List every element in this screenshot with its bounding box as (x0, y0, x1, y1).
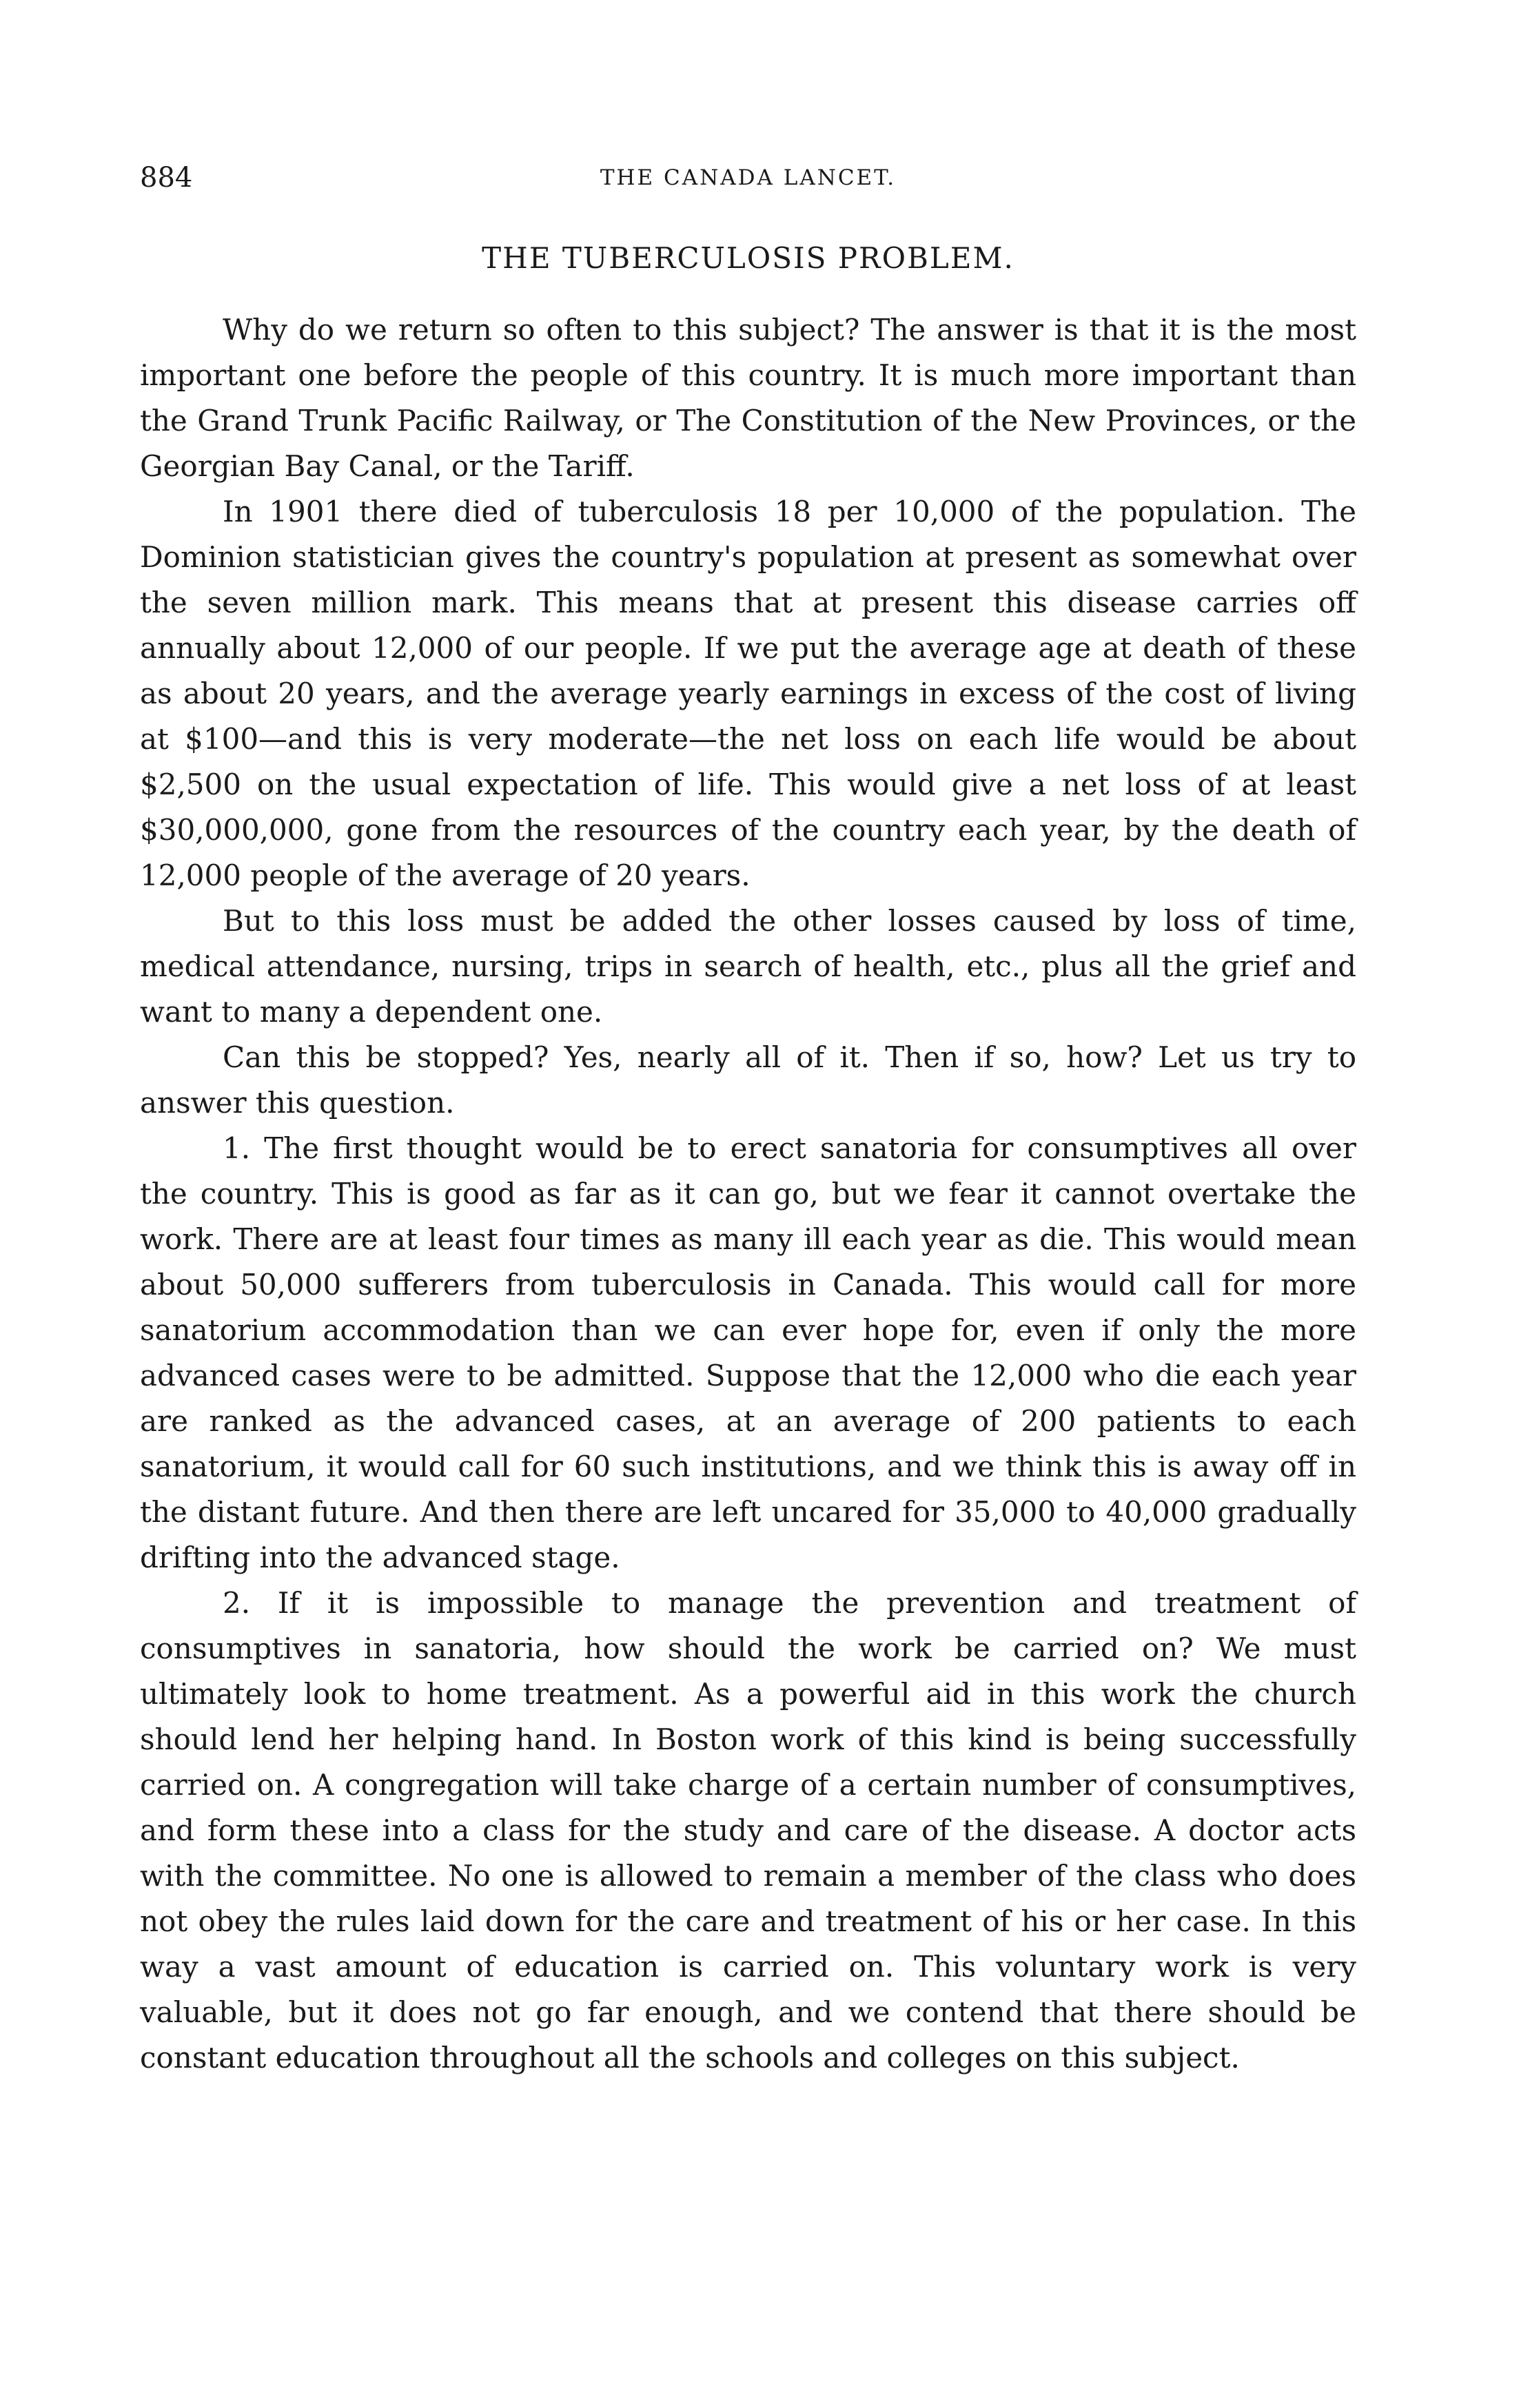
paragraph-other-losses: But to this loss must be added the other losses caused by loss of time, medical attendance, nursing, trips in search of health, etc., plus all the grief and want to many a dependent one. (140, 904, 1356, 1029)
page-number: 884 (140, 162, 193, 194)
article-body (140, 307, 1356, 2081)
paragraph-intro: Why do we return so often to this subject? The answer is that it is the most important one before the people of this country. It is much more important than the Grand Trunk Pacific Railway, or The Constitution of the New Provinces, or the Georgian Bay Canal, or the Tariff. (140, 313, 1356, 483)
page-header (140, 157, 1356, 198)
paragraph-question: Can this be stopped? Yes, nearly all of it. Then if so, how? Let us try to answer this question. (140, 1040, 1356, 1120)
article-title: THE TUBERCULOSIS PROBLEM. (482, 241, 1014, 275)
paragraph-point-1: 1. The first thought would be to erect sanatoria for consumptives all over the country. This is good as far as it can go, but we fear it cannot overtake the work. There are at least four times as many ill each year as die. This would mean about 50,000 sufferers from tuberculosis in Canada. This would call for more sanatorium accommodation than we can ever hope for, even if only the more advanced cases were to be admitted. Suppose that the 12,000 who die each year are ranked as the advanced cases, at an average of 200 patients to each sanatorium, it would call for 60 such institutions, and we think this is away off in the distant future. And then there are left uncared for 35,000 to 40,000 gradually drifting into the advanced stage. (140, 1131, 1356, 1574)
paragraph-point-2: 2. If it is impossible to manage the prevention and treatment of consumptives in sanatoria, how should the work be carried on? We must ultimately look to home treatment. As a powerful aid in this work the church should lend her helping hand. In Boston work of this kind is being successfully carried on. A congregation will take charge of a certain number of consumptives, and form these into a class for the study and care of the disease. A doctor acts with the committee. No one is allowed to remain a member of the class who does not obey the rules laid down for the care and treatment of his or her case. In this way a vast amount of education is carried on. This voluntary work is very valuable, but it does not go far enough, and we contend that there should be constant education throughout all the schools and colleges on this subject. (140, 1586, 1356, 2075)
paragraph-statistics: In 1901 there died of tuberculosis 18 per 10,000 of the population. The Dominion statistician gives the country's population at present as somewhat over the seven million mark. This means that at present this disease carries off annually about 12,000 of our people. If we put the average age at death of these as about 20 years, and the average yearly earnings in excess of the cost of living at $100—and this is very moderate—the net loss on each life would be about $2,500 on the usual expectation of life. This would give a net loss of at least $30,000,000, gone from the resources of the country each year, by the death of 12,000 people of the average of 20 years. (140, 495, 1356, 892)
running-head: THE CANADA LANCET. (600, 165, 897, 190)
